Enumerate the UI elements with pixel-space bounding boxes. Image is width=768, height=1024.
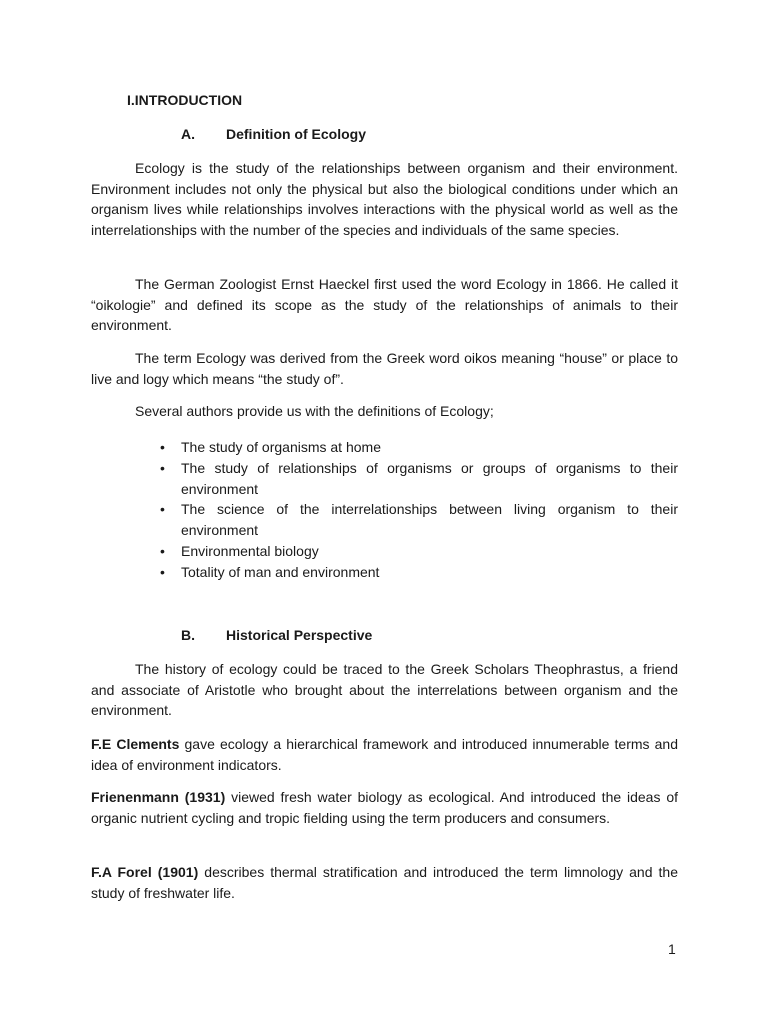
haeckel-paragraph: The German Zoologist Ernst Haeckel first used the word Ecology in 1866. He called it “oikologie” and defined its scope as the study of the relationships of animals to their environment. bbox=[91, 276, 678, 334]
section-b-letter: B. bbox=[181, 627, 195, 643]
bullet-icon: • bbox=[160, 439, 165, 455]
frienenmann-text: viewed fresh water biology as ecological. And introduced the ideas of organic nutrient cycling and tropic fielding using the term producers and consumers. bbox=[91, 789, 678, 826]
list-item bbox=[160, 499, 678, 541]
list-item bbox=[160, 458, 678, 500]
history-paragraph: The history of ecology could be traced to the Greek Scholars Theophrastus, a friend and associate of Aristotle who brought about the interrelations between organism and the environment. bbox=[91, 661, 678, 719]
list-item bbox=[160, 562, 678, 583]
bullet-icon: • bbox=[160, 459, 165, 476]
list-item-text: The science of the interrelationships between living organism to their environment bbox=[181, 501, 678, 539]
definitions-list bbox=[160, 437, 678, 583]
list-item-text: Environmental biology bbox=[181, 542, 319, 559]
forel-name: F.A Forel (1901) bbox=[91, 864, 199, 880]
section-a-heading bbox=[181, 126, 366, 142]
bullet-icon: • bbox=[160, 501, 165, 518]
list-item-text: Totality of man and environment bbox=[181, 563, 380, 580]
section-b-heading bbox=[181, 627, 372, 643]
page-number: 1 bbox=[668, 941, 676, 957]
frienenmann-name: Frienenmann (1931) bbox=[91, 789, 226, 805]
list-item-text: The study of relationships of organisms or groups of organisms to their environment bbox=[181, 459, 678, 497]
section-a-title: Definition of Ecology bbox=[226, 126, 366, 142]
section-b-title: Historical Perspective bbox=[226, 627, 373, 643]
forel-paragraph bbox=[91, 862, 678, 903]
term-origin-paragraph: The term Ecology was derived from the Greek word oikos meaning “house” or place to live and logy which means “the study of”. bbox=[91, 350, 678, 387]
bullet-icon: • bbox=[160, 542, 165, 559]
section-a-letter: A. bbox=[181, 126, 195, 142]
clements-paragraph bbox=[91, 734, 678, 775]
list-item-text: The study of organisms at home bbox=[181, 439, 381, 455]
definition-paragraph: Ecology is the study of the relationships between organism and their environment. Environment includes not only the physical but also the biological conditions under which an organism lives while relationships involves interactions with the physical world as well as the interrelationships with the number of the species and individuals of the same species. bbox=[91, 160, 678, 239]
clements-name: F.E Clements bbox=[91, 736, 180, 752]
frienenmann-paragraph bbox=[91, 787, 678, 828]
bullet-icon: • bbox=[160, 563, 165, 580]
clements-text: gave ecology a hierarchical framework and introduced innumerable terms and idea of environment indicators. bbox=[91, 736, 679, 773]
list-item bbox=[160, 541, 678, 562]
list-item bbox=[160, 437, 678, 458]
authors-intro-line: Several authors provide us with the definitions of Ecology; bbox=[135, 403, 494, 419]
page-title: I.INTRODUCTION bbox=[127, 92, 243, 108]
forel-text: describes thermal stratification and introduced the term limnology and the study of freshwater life. bbox=[91, 864, 678, 901]
